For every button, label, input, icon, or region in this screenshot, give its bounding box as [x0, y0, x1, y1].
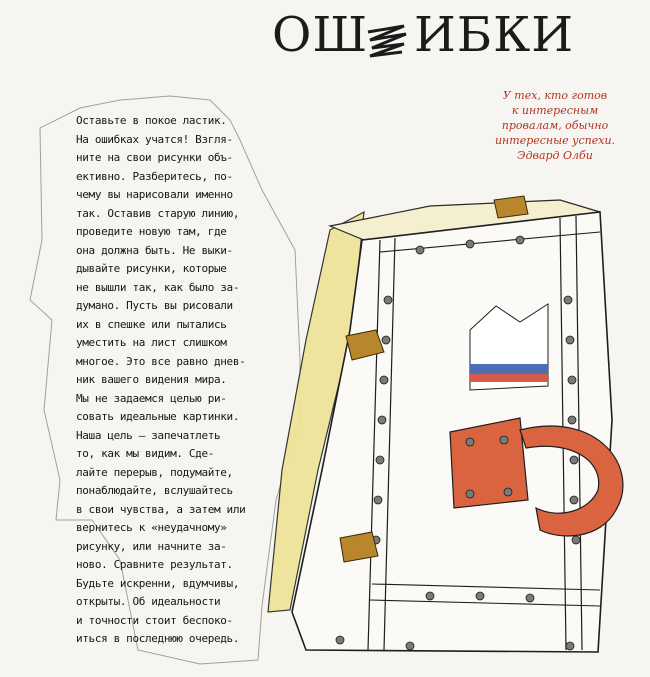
scribbled-letter-icon — [364, 12, 410, 68]
text-line: она должна быть. Не выки- — [76, 243, 233, 257]
quote-line: провалам, обычно — [501, 119, 609, 132]
text-line: открыты. Об идеальности — [76, 595, 221, 608]
text-line: совать идеальные картинки. — [76, 410, 240, 423]
quote-line: интересные успехи. — [494, 134, 616, 147]
text-line: так. Оставив старую линию, — [76, 206, 240, 220]
page-title — [272, 6, 575, 66]
text-line: Наша цель — запечатлеть — [76, 428, 221, 442]
text-line: то, как мы видим. Сде- — [76, 447, 214, 460]
text-line: ните на свои рисунки объ- — [76, 151, 233, 164]
text-line: их в спешке или пытались — [76, 317, 227, 331]
quote-author: Эдвард Олби — [517, 149, 593, 162]
title-right: ИБКИ — [414, 7, 575, 63]
body-text — [76, 112, 276, 649]
text-line: многое. Это все равно днев- — [76, 354, 246, 368]
text-line: уместить на лист слишком — [76, 336, 227, 349]
text-line: в свои чувства, а затем или — [76, 502, 246, 516]
text-line: ективно. Разберитесь, по- — [76, 169, 233, 183]
text-line: лайте перерыв, подумайте, — [76, 465, 233, 479]
text-line: проведите новую там, где — [76, 225, 227, 238]
quote-line: к интересным — [511, 104, 599, 117]
text-line: Мы не задаемся целью ри- — [76, 391, 227, 405]
epigraph-quote — [464, 88, 646, 163]
text-line: ник вашего видения мира. — [76, 373, 227, 386]
text-line: не вышли так, как было за- — [76, 280, 240, 294]
text-line: чему вы нарисовали именно — [76, 188, 233, 201]
text-line: рисунку, или начните за- — [76, 539, 227, 553]
text-line: На ошибках учатся! Взгля- — [76, 132, 233, 146]
text-line: иться в последнюю очередь. — [76, 632, 240, 645]
text-line: Оставьте в покое ластик. — [76, 114, 227, 127]
text-line: ново. Сравните результат. — [76, 558, 233, 571]
text-line: Будьте искренни, вдумчивы, — [76, 576, 240, 590]
text-line: понаблюдайте, вслушайтесь — [76, 484, 233, 497]
text-line: дывайте рисунки, которые — [76, 262, 227, 275]
title-left: ОШ — [272, 7, 369, 63]
text-line: и точности стоит беспоко- — [76, 613, 233, 627]
text-line: вернитесь к «неудачному» — [76, 521, 227, 534]
text-line: думано. Пусть вы рисовали — [76, 299, 233, 312]
quote-line: У тех, кто готов — [502, 89, 608, 102]
